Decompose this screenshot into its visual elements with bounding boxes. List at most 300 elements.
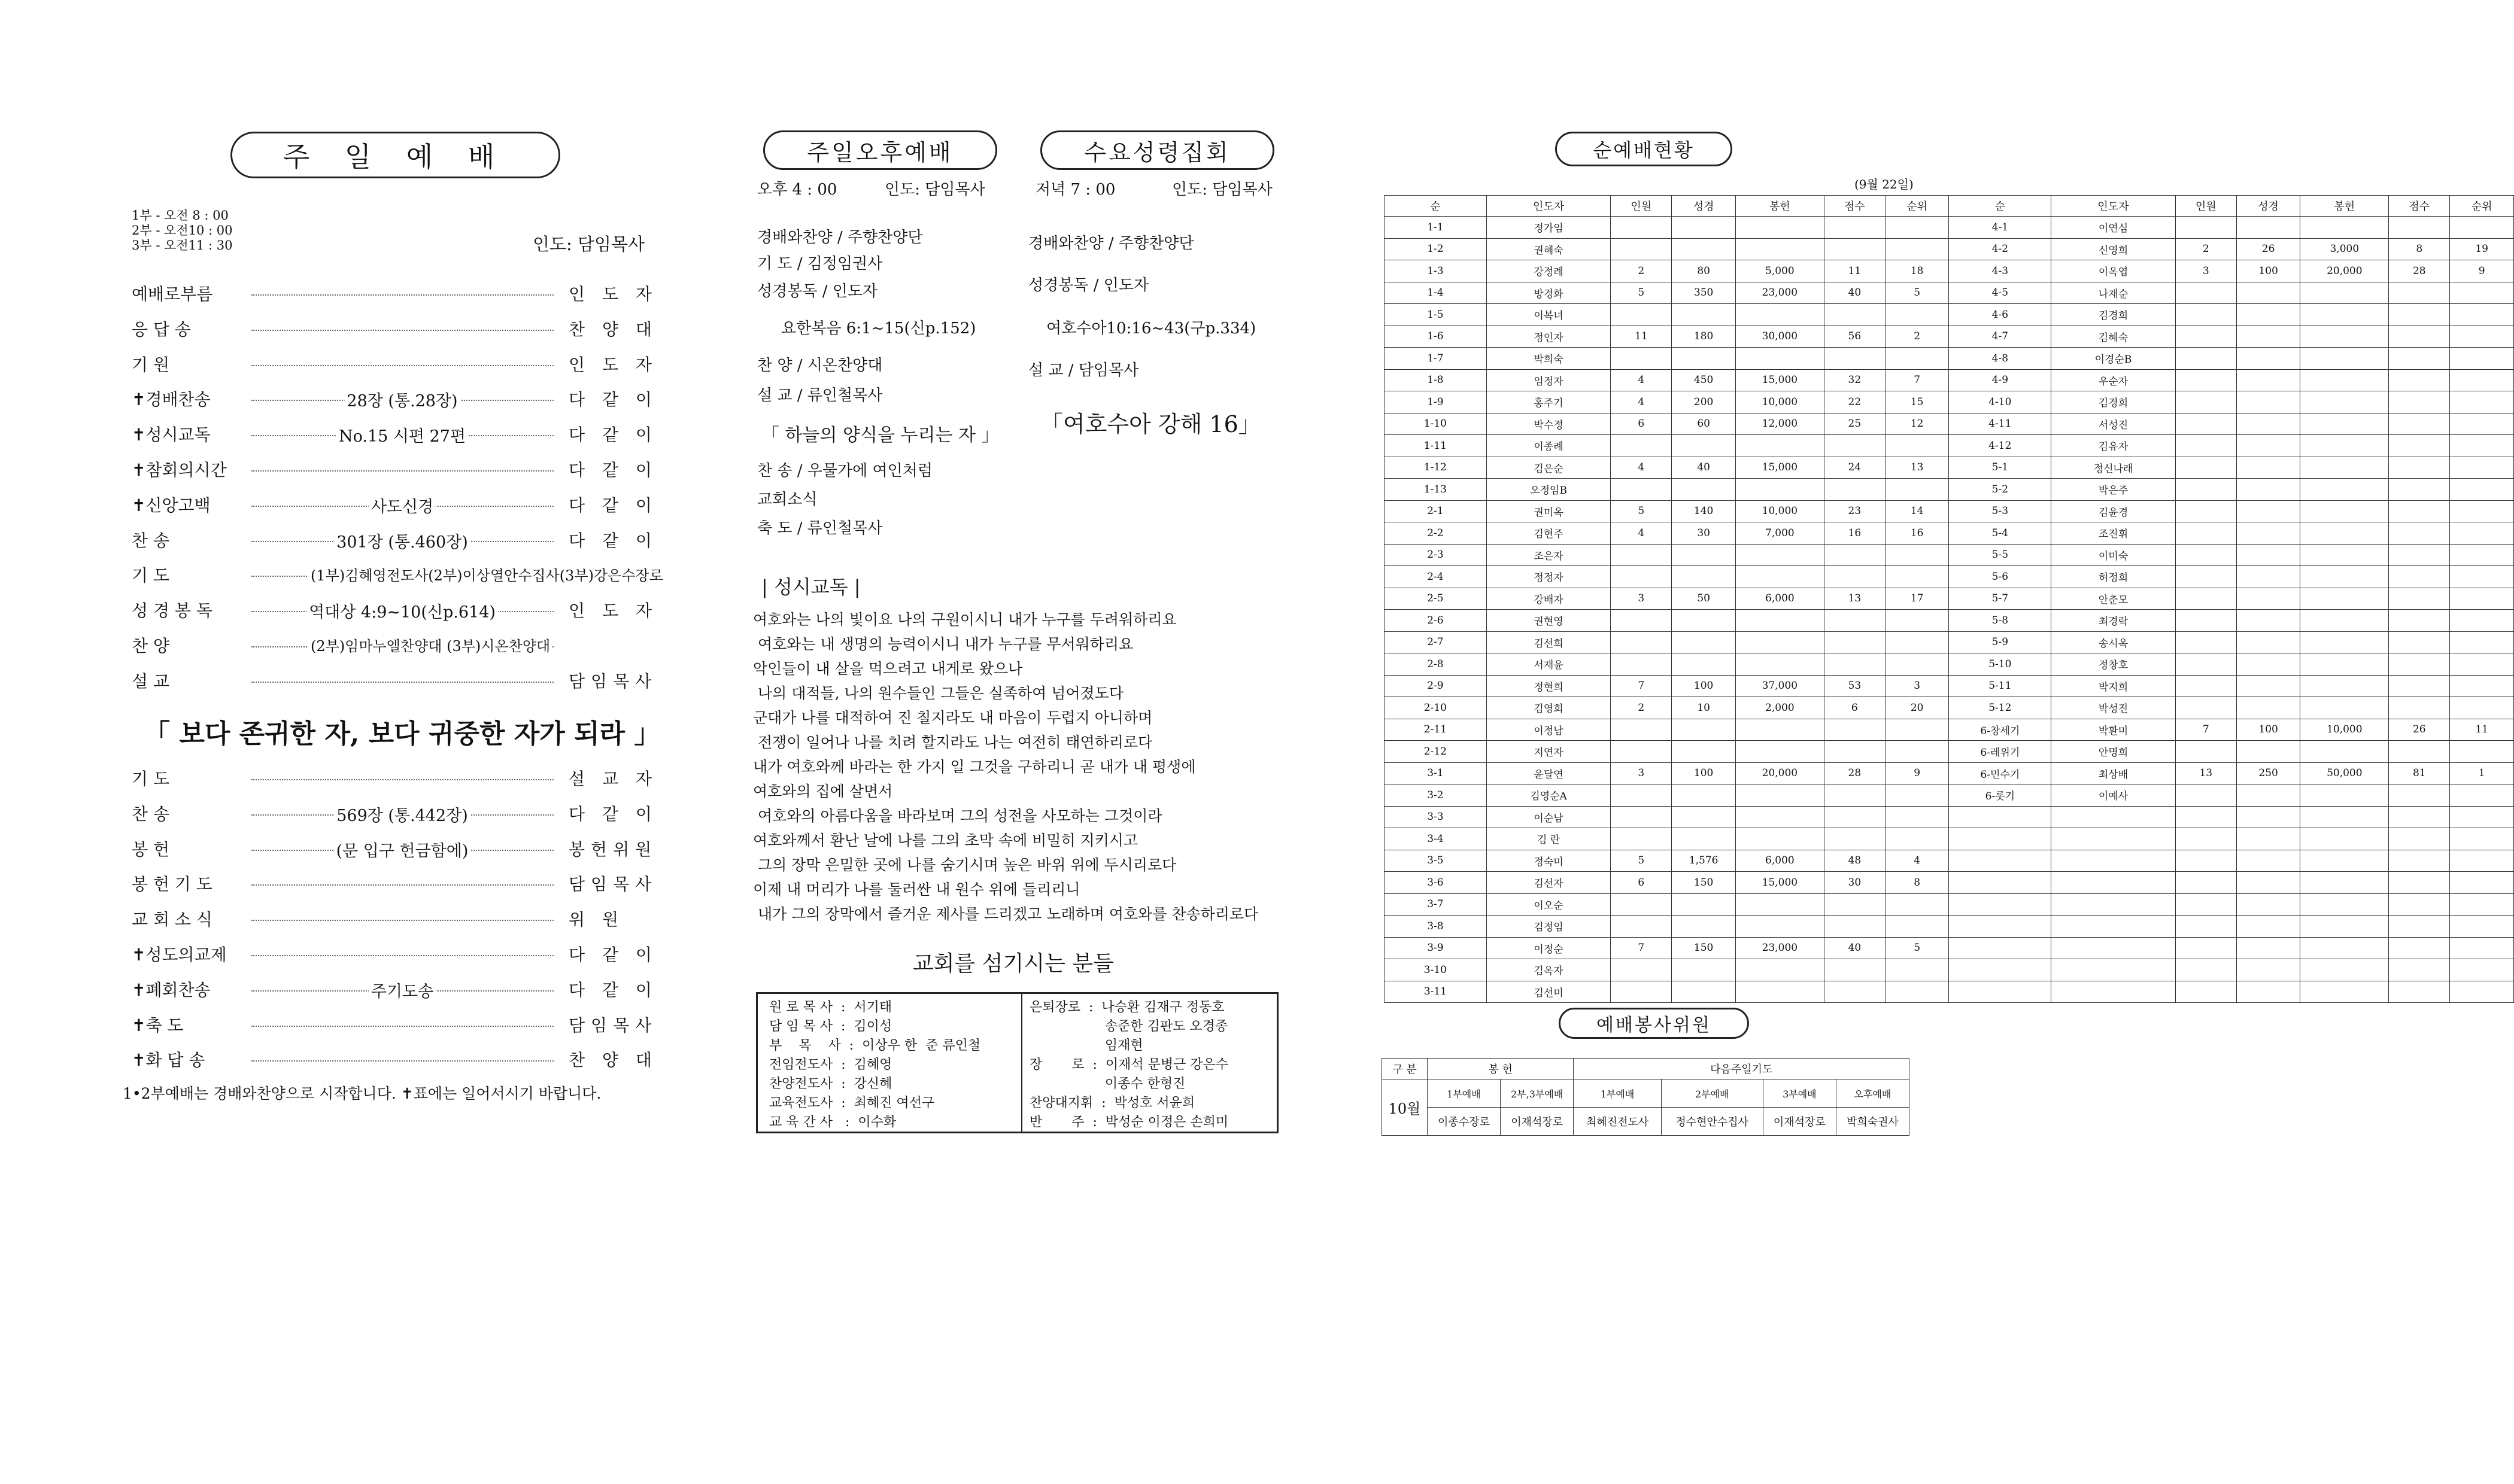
worship-item-detail: 역대상 4:9~10(신p.614) <box>306 599 498 622</box>
table-cell: 서재윤 <box>1486 653 1611 676</box>
table-cell <box>2450 348 2514 370</box>
table-cell <box>1672 893 1736 916</box>
table-cell <box>2236 610 2300 632</box>
table-cell: 2 <box>1885 326 1949 348</box>
table-cell <box>2389 544 2450 566</box>
table-cell: 5-9 <box>1949 631 2051 653</box>
afternoon-line: 경배와찬양 / 주향찬양단 <box>757 229 923 247</box>
table-cell <box>1949 937 2051 959</box>
table-cell <box>1735 479 1824 501</box>
table-cell: 이경순B <box>2051 348 2176 370</box>
vol-sub: 2부,3부예배 <box>1500 1079 1573 1108</box>
table-row <box>1384 544 2514 566</box>
table-header: 순위 <box>2450 196 2514 217</box>
table-cell <box>2175 413 2236 435</box>
table-cell <box>1824 304 1885 326</box>
table-cell <box>2389 348 2450 370</box>
table-cell: 김선자 <box>1486 872 1611 894</box>
table-cell <box>1885 959 1949 981</box>
table-cell <box>1949 981 2051 1003</box>
table-cell: 13 <box>2175 762 2236 784</box>
table-cell: 3-10 <box>1384 959 1487 981</box>
table-cell: 권미옥 <box>1486 500 1611 522</box>
table-cell: 이순남 <box>1486 806 1611 828</box>
table-cell <box>2236 217 2300 239</box>
table-cell <box>1885 631 1949 653</box>
leader-dots <box>251 884 554 886</box>
table-cell: 박은주 <box>2051 479 2176 501</box>
table-cell <box>2300 981 2389 1003</box>
table-cell <box>2300 522 2389 545</box>
table-cell <box>2450 675 2514 697</box>
table-cell <box>2389 981 2450 1003</box>
table-cell <box>2300 937 2389 959</box>
table-cell <box>1885 893 1949 916</box>
table-cell <box>1885 348 1949 370</box>
table-cell: 5 <box>1885 937 1949 959</box>
table-cell <box>2300 282 2389 304</box>
time-3: 3부 - 오전11 : 30 <box>132 238 233 253</box>
table-cell: 6-창세기 <box>1949 719 2051 741</box>
worship-item-detail: 28장 (통.28장) <box>344 388 460 411</box>
table-cell <box>2300 959 2389 981</box>
table-row <box>1384 741 2514 763</box>
table-row <box>1384 457 2514 479</box>
table-cell: 이옥엽 <box>2051 260 2176 282</box>
table-row <box>1384 217 2514 239</box>
table-cell: 6 <box>1824 697 1885 719</box>
reading-line: 이제 내 머리가 나를 둘러싼 내 원수 위에 들리리니 <box>753 881 1080 898</box>
table-row <box>1384 675 2514 697</box>
table-cell: 4-3 <box>1949 260 2051 282</box>
table-cell: 150 <box>1672 937 1736 959</box>
table-cell: 홍주기 <box>1486 391 1611 413</box>
table-cell <box>1735 566 1824 588</box>
table-cell <box>2450 893 2514 916</box>
afternoon-line: 축 도 / 류인철목사 <box>757 519 883 537</box>
worship-item-detail: 569장 (통.442장) <box>334 802 470 826</box>
vol-value: 정수현안수집사 <box>1661 1108 1763 1136</box>
afternoon-line: 기 도 / 김정임권사 <box>757 255 883 273</box>
worship-item-label: ✝경배찬송 <box>132 390 211 410</box>
table-cell <box>2175 872 2236 894</box>
vol-sub: 3부예배 <box>1763 1079 1836 1108</box>
table-cell <box>1885 719 1949 741</box>
table-cell: 안춘모 <box>2051 588 2176 610</box>
table-cell <box>2236 893 2300 916</box>
vol-header-category: 구 분 <box>1382 1059 1428 1079</box>
table-cell <box>2450 544 2514 566</box>
table-cell <box>2175 435 2236 457</box>
table-cell <box>2389 326 2450 348</box>
table-cell <box>2300 588 2389 610</box>
table-cell <box>2389 435 2450 457</box>
worship-item-person: 다 같 이 <box>569 530 658 551</box>
table-cell <box>1824 631 1885 653</box>
table-cell <box>2450 566 2514 588</box>
table-cell: 박환미 <box>2051 719 2176 741</box>
cell-title: 순예배현황 <box>1593 139 1695 162</box>
table-row <box>1384 828 2514 850</box>
table-row <box>1384 937 2514 959</box>
table-cell <box>1824 719 1885 741</box>
table-cell <box>1824 806 1885 828</box>
table-cell <box>2300 675 2389 697</box>
table-cell <box>2450 457 2514 479</box>
reading-line: 여호와는 나의 빛이요 나의 구원이시니 내가 누구를 두려워하리요 <box>753 611 1177 628</box>
table-cell <box>2175 588 2236 610</box>
table-cell: 최경락 <box>2051 610 2176 632</box>
table-cell <box>1735 741 1824 763</box>
table-cell: 12 <box>1885 413 1949 435</box>
table-cell: 서성진 <box>2051 413 2176 435</box>
table-cell: 4 <box>1611 522 1672 545</box>
table-header: 순 <box>1949 196 2051 217</box>
table-cell <box>2450 850 2514 872</box>
leader-dots <box>251 1026 554 1027</box>
table-cell: 박희숙 <box>1486 348 1611 370</box>
wednesday-time: 저녁 7 : 00 <box>1036 181 1116 199</box>
table-cell: 50,000 <box>2300 762 2389 784</box>
table-cell: 15,000 <box>1735 369 1824 391</box>
worship-item-person: 다 같 이 <box>569 495 658 515</box>
servants-divider <box>1021 994 1022 1132</box>
table-cell: 53 <box>1824 675 1885 697</box>
table-cell: 박성진 <box>2051 697 2176 719</box>
table-cell: 7 <box>1885 369 1949 391</box>
table-cell <box>2300 479 2389 501</box>
table-cell: 6 <box>1611 413 1672 435</box>
table-cell: 허정희 <box>2051 566 2176 588</box>
table-cell: 윤달연 <box>1486 762 1611 784</box>
staff-line: 원 로 목 사 : 서기태 <box>769 1000 892 1015</box>
table-cell <box>2300 610 2389 632</box>
table-cell: 48 <box>1824 850 1885 872</box>
table-cell: 2 <box>1611 260 1672 282</box>
cell-title-pill <box>1555 132 1732 166</box>
table-cell <box>2389 959 2450 981</box>
table-cell <box>1885 435 1949 457</box>
table-cell <box>2300 500 2389 522</box>
worship-item-person: 다 같 이 <box>569 460 658 480</box>
table-cell <box>2389 457 2450 479</box>
cell-date: (9월 22일) <box>1854 177 1914 191</box>
worship-item-person: 위 원 <box>569 910 624 930</box>
staff-line: 반 주 : 박성순 이정은 손희미 <box>1030 1115 1229 1130</box>
worship-item-person: 인 도 자 <box>569 284 658 304</box>
table-cell <box>1735 828 1824 850</box>
table-cell: 김영순A <box>1486 784 1611 807</box>
table-cell: 4 <box>1885 850 1949 872</box>
table-cell <box>2389 566 2450 588</box>
table-cell: 4-1 <box>1949 217 2051 239</box>
table-cell: 25 <box>1824 413 1885 435</box>
table-cell: 1,576 <box>1672 850 1736 872</box>
afternoon-line: 설 교 / 류인철목사 <box>757 387 883 405</box>
table-cell <box>2236 828 2300 850</box>
table-cell <box>2236 631 2300 653</box>
table-cell <box>2175 741 2236 763</box>
table-cell: 김영희 <box>1486 697 1611 719</box>
table-cell: 7 <box>1611 937 1672 959</box>
table-row <box>1384 631 2514 653</box>
table-cell: 5 <box>1611 850 1672 872</box>
table-cell <box>2175 457 2236 479</box>
reading-line: 내가 여호와께 바라는 한 가지 일 그것을 구하리니 곧 내가 내 평생에 <box>753 758 1196 776</box>
worship-item-label: ✝폐회찬송 <box>132 980 211 1000</box>
staff-line: 전임전도사 : 김혜영 <box>769 1057 892 1072</box>
table-cell <box>2450 806 2514 828</box>
worship-item-person: 다 같 이 <box>569 425 658 445</box>
table-cell: 30 <box>1672 522 1736 545</box>
table-cell <box>2236 413 2300 435</box>
table-cell: 2-4 <box>1384 566 1487 588</box>
table-cell: 김경희 <box>2051 304 2176 326</box>
afternoon-line: 성경봉독 / 인도자 <box>757 282 878 300</box>
table-cell: 5-12 <box>1949 697 2051 719</box>
table-cell <box>2236 697 2300 719</box>
worship-item-label: 성 경 봉 독 <box>132 601 212 621</box>
table-cell <box>2450 872 2514 894</box>
table-cell <box>2389 631 2450 653</box>
table-cell <box>2236 675 2300 697</box>
worship-item-label: 교 회 소 식 <box>132 910 212 930</box>
table-cell <box>2450 500 2514 522</box>
table-cell <box>2450 479 2514 501</box>
table-cell <box>2175 981 2236 1003</box>
table-cell: 4-10 <box>1949 391 2051 413</box>
worship-item-label: 예배로부름 <box>132 284 213 304</box>
afternoon-line: 찬 송 / 우물가에 여인처럼 <box>757 462 933 480</box>
table-cell <box>1885 806 1949 828</box>
table-cell: 1-7 <box>1384 348 1487 370</box>
table-cell: 이예사 <box>2051 784 2176 807</box>
table-cell: 정창호 <box>2051 653 2176 676</box>
table-cell: 1-1 <box>1384 217 1487 239</box>
table-cell <box>2051 893 2176 916</box>
table-cell: 150 <box>1672 872 1736 894</box>
table-row <box>1384 391 2514 413</box>
table-cell <box>1611 238 1672 260</box>
table-cell: 40 <box>1824 282 1885 304</box>
table-cell: 이종례 <box>1486 435 1611 457</box>
table-cell <box>1672 348 1736 370</box>
table-cell: 이정남 <box>1486 719 1611 741</box>
table-cell: 28 <box>2389 260 2450 282</box>
table-cell: 4-8 <box>1949 348 2051 370</box>
table-cell: 40 <box>1672 457 1736 479</box>
table-cell: 6,000 <box>1735 850 1824 872</box>
table-cell <box>1611 784 1672 807</box>
table-cell: 80 <box>1672 260 1736 282</box>
table-header: 인도자 <box>2051 196 2176 217</box>
table-cell: 2-8 <box>1384 653 1487 676</box>
table-header: 봉헌 <box>1735 196 1824 217</box>
table-cell <box>1611 304 1672 326</box>
vol-header-prayer: 다음주일기도 <box>1574 1059 1909 1079</box>
afternoon-leader: 인도: 담임목사 <box>885 181 985 199</box>
table-header: 인원 <box>2175 196 2236 217</box>
reading-title: | 성시교독 | <box>761 576 861 598</box>
leader-dots <box>251 470 554 472</box>
table-cell: 10 <box>1672 697 1736 719</box>
table-cell: 임정자 <box>1486 369 1611 391</box>
table-cell: 1-8 <box>1384 369 1487 391</box>
staff-line: 부 목 사 : 이상우 한 준 류인철 <box>769 1038 981 1053</box>
table-cell <box>2051 850 2176 872</box>
table-cell: 100 <box>2236 719 2300 741</box>
table-cell <box>2450 959 2514 981</box>
table-cell <box>2236 304 2300 326</box>
table-cell <box>1824 566 1885 588</box>
table-cell <box>2236 391 2300 413</box>
afternoon-title: 주일오후예배 <box>807 139 954 166</box>
table-cell <box>2300 653 2389 676</box>
table-cell <box>2300 741 2389 763</box>
table-cell: 32 <box>1824 369 1885 391</box>
table-cell <box>2300 348 2389 370</box>
table-row <box>1384 916 2514 938</box>
table-header: 점수 <box>1824 196 1885 217</box>
table-cell <box>2175 631 2236 653</box>
table-row <box>1384 304 2514 326</box>
table-header: 인도자 <box>1486 196 1611 217</box>
table-cell: 20,000 <box>1735 762 1824 784</box>
sunday-title: 주 일 예 배 <box>283 141 508 173</box>
worship-item-label: 찬 양 <box>132 636 169 656</box>
table-cell: 2,000 <box>1735 697 1824 719</box>
table-cell: 56 <box>1824 326 1885 348</box>
reading-line: 여호와께서 환난 날에 나를 그의 초막 속에 비밀히 지키시고 <box>753 832 1138 849</box>
table-cell <box>2389 872 2450 894</box>
table-cell: 20,000 <box>2300 260 2389 282</box>
table-cell <box>2236 544 2300 566</box>
table-cell <box>2450 304 2514 326</box>
table-cell <box>1735 916 1824 938</box>
table-cell <box>2450 610 2514 632</box>
table-cell: 정신나래 <box>2051 457 2176 479</box>
worship-item-label: 봉 헌 기 도 <box>132 874 212 895</box>
worship-item-person: 담임목사 <box>569 1015 658 1035</box>
table-cell <box>2389 217 2450 239</box>
worship-item-detail: (2부)임마누엘찬양대 (3부)시온찬양대 <box>308 634 552 655</box>
staff-line: 찬양대지휘 : 박성호 서윤희 <box>1030 1096 1195 1111</box>
table-cell <box>2300 369 2389 391</box>
table-cell <box>2389 391 2450 413</box>
table-cell <box>2236 566 2300 588</box>
table-cell <box>2236 981 2300 1003</box>
afternoon-time: 오후 4 : 00 <box>757 181 837 199</box>
table-cell <box>2175 500 2236 522</box>
table-cell: 3-3 <box>1384 806 1487 828</box>
table-cell: 11 <box>2450 719 2514 741</box>
table-cell <box>1824 653 1885 676</box>
table-cell <box>2300 916 2389 938</box>
wednesday-title: 수요성령집회 <box>1084 139 1231 166</box>
table-cell <box>2175 348 2236 370</box>
table-cell: 5,000 <box>1735 260 1824 282</box>
table-cell: 30,000 <box>1735 326 1824 348</box>
table-cell: 3-6 <box>1384 872 1487 894</box>
table-cell: 37,000 <box>1735 675 1824 697</box>
table-cell <box>2051 916 2176 938</box>
reading-line: 전쟁이 일어나 나를 치려 할지라도 나는 여전히 태연하리로다 <box>753 734 1153 751</box>
table-cell: 5-1 <box>1949 457 2051 479</box>
worship-item-person: 찬 양 대 <box>569 319 658 339</box>
afternoon-line: 교회소식 <box>757 491 818 509</box>
table-cell: 이미숙 <box>2051 544 2176 566</box>
table-row <box>1384 893 2514 916</box>
reading-line: 여호와는 내 생명의 능력이시니 내가 누구를 무서워하리요 <box>753 635 1134 653</box>
table-cell: 2-12 <box>1384 741 1487 763</box>
table-cell: 3,000 <box>2300 238 2389 260</box>
table-cell <box>2051 981 2176 1003</box>
table-cell <box>1672 238 1736 260</box>
leader-dots <box>251 1060 554 1062</box>
table-cell <box>1672 806 1736 828</box>
table-cell: 26 <box>2236 238 2300 260</box>
table-cell <box>1885 238 1949 260</box>
table-cell: 2-2 <box>1384 522 1487 545</box>
table-cell <box>2236 282 2300 304</box>
table-cell: 100 <box>2236 260 2300 282</box>
table-cell: 18 <box>1885 260 1949 282</box>
table-cell <box>2450 741 2514 763</box>
table-cell: 2-7 <box>1384 631 1487 653</box>
vol-value: 이종수장로 <box>1427 1108 1500 1136</box>
table-cell <box>2300 391 2389 413</box>
table-cell <box>2450 828 2514 850</box>
table-row <box>1384 522 2514 545</box>
table-cell <box>2389 893 2450 916</box>
table-cell: 5 <box>1885 282 1949 304</box>
worship-item-person: 담임목사 <box>569 671 658 691</box>
table-cell: 17 <box>1885 588 1949 610</box>
table-cell: 450 <box>1672 369 1736 391</box>
table-cell: 3-8 <box>1384 916 1487 938</box>
table-cell <box>2175 369 2236 391</box>
table-cell <box>2300 631 2389 653</box>
table-cell <box>1824 916 1885 938</box>
table-cell <box>2389 588 2450 610</box>
table-cell <box>1949 806 2051 828</box>
table-cell: 김정임 <box>1486 916 1611 938</box>
table-cell <box>1824 784 1885 807</box>
table-cell <box>2389 479 2450 501</box>
wednesday-title-pill <box>1040 130 1274 170</box>
vol-sub: 오후예배 <box>1836 1079 1909 1108</box>
table-cell <box>2389 522 2450 545</box>
table-header: 인원 <box>1611 196 1672 217</box>
table-cell: 7 <box>2175 719 2236 741</box>
table-cell: 권현영 <box>1486 610 1611 632</box>
wednesday-leader: 인도: 담임목사 <box>1172 181 1273 199</box>
table-cell <box>1824 610 1885 632</box>
table-cell <box>1824 893 1885 916</box>
table-cell <box>1885 610 1949 632</box>
table-cell <box>2300 828 2389 850</box>
table-cell <box>2389 653 2450 676</box>
table-cell <box>1735 893 1824 916</box>
table-cell <box>2175 610 2236 632</box>
table-cell: 4 <box>1611 391 1672 413</box>
table-row <box>1384 610 2514 632</box>
wednesday-line: 경배와찬양 / 주향찬양단 <box>1028 235 1194 253</box>
table-cell: 23 <box>1824 500 1885 522</box>
table-cell <box>2300 326 2389 348</box>
table-cell <box>1735 348 1824 370</box>
table-cell: 4-11 <box>1949 413 2051 435</box>
